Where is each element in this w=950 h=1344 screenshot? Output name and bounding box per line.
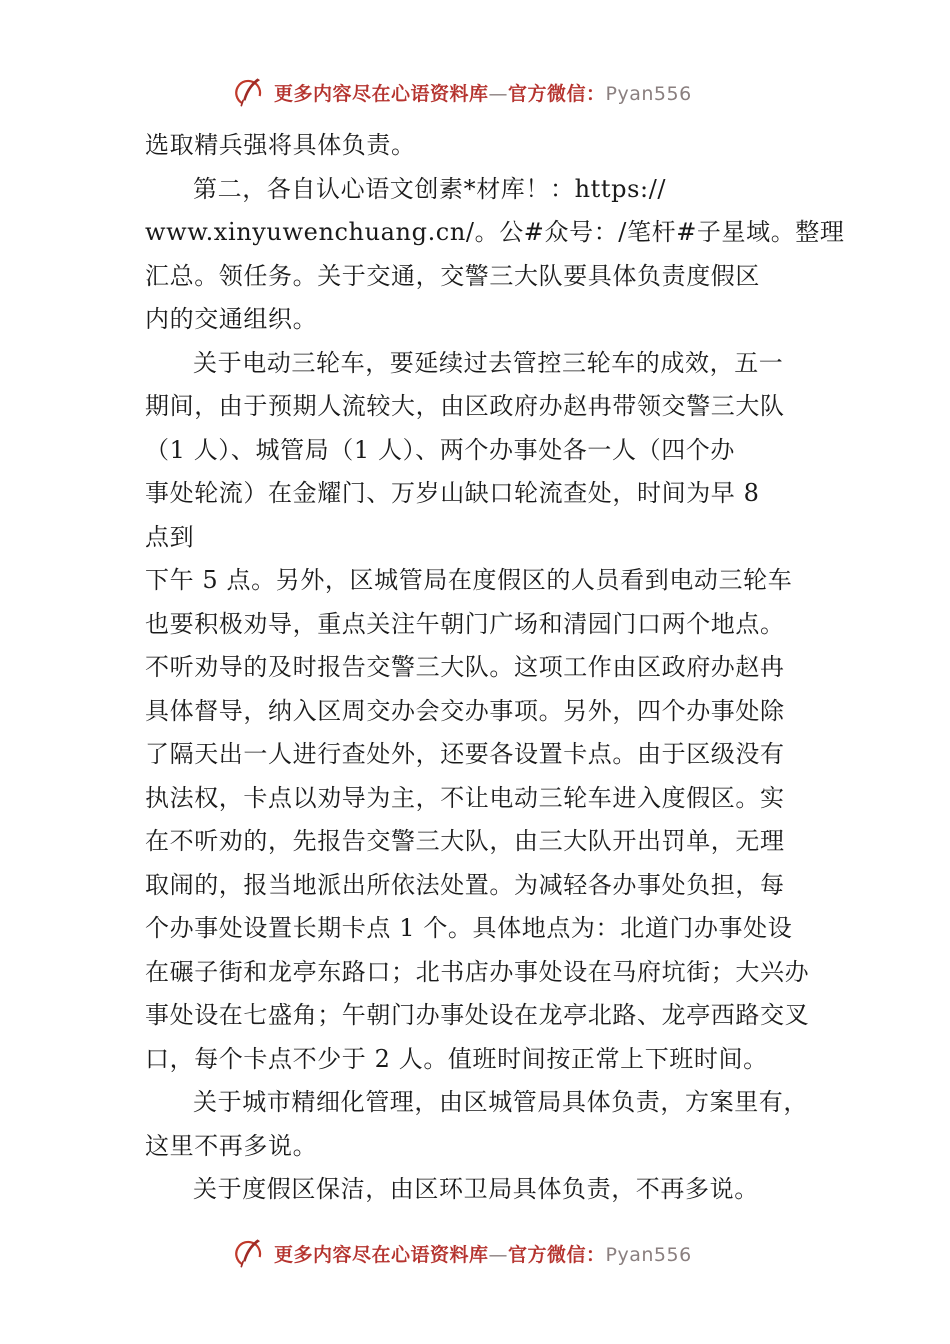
brand-text: 更多内容尽在心语资料库 bbox=[274, 82, 489, 105]
text-line: 选取精兵强将具体负责。 bbox=[145, 131, 416, 159]
text-line: 执法权，卡点以劝导为主，不让电动三轮车进入度假区。实 bbox=[145, 783, 785, 812]
text-line: 不听劝导的及时报告交警三大队。这项工作由区政府办赵冉 bbox=[145, 653, 785, 681]
text-line: 关于度假区保洁，由区环卫局具体负责，不再多说。 bbox=[193, 1175, 759, 1203]
wechat-id: Pyan556 bbox=[605, 82, 692, 105]
text-line: 第二，各自认心语文创素*材库！：https:// bbox=[193, 174, 667, 203]
text-line: 下午 5 点。另外，区城管局在度假区的人员看到电动三轮车 bbox=[145, 566, 793, 594]
wechat-label: 官方微信： bbox=[508, 82, 606, 105]
text-line: （1 人）、城管局（1 人）、两个办事处各一人（四个办 bbox=[145, 435, 735, 464]
text-line: 事处设在七盛角；午朝门办事处设在龙亭北路、龙亭西路交叉 bbox=[145, 1001, 810, 1029]
text-line: 事处轮流）在金耀门、万岁山缺口轮流查处，时间为早 8 bbox=[145, 479, 760, 507]
text-line: 了隔天出一人进行查处外，还要各设置卡点。由于区级没有 bbox=[145, 740, 785, 768]
footer-watermark-banner bbox=[232, 1233, 692, 1273]
text-line: 在碾子街和龙亭东路口；北书店办事处设在马府坑街；大兴办 bbox=[145, 957, 810, 986]
watermark-text bbox=[274, 1240, 692, 1267]
brand-text: 更多内容尽在心语资料库 bbox=[274, 1243, 489, 1266]
wechat-id: Pyan556 bbox=[605, 1243, 692, 1266]
text-line: 取闹的，报当地派出所依法处置。为减轻各办事处负担，每 bbox=[145, 870, 785, 899]
text-line: 这里不再多说。 bbox=[145, 1131, 318, 1160]
text-line: 期间，由于预期人流较大，由区政府办赵冉带领交警三大队 bbox=[145, 392, 785, 420]
document-body bbox=[145, 124, 845, 1212]
text-line: 个办事处设置长期卡点 1 个。具体地点为：北道门办事处设 bbox=[145, 914, 793, 942]
text-line: 在不听劝的，先报告交警三大队，由三大队开出罚单，无理 bbox=[145, 827, 785, 855]
text-line: 汇总。领任务。关于交通，交警三大队要具体负责度假区 bbox=[145, 261, 760, 290]
brand-dash: — bbox=[488, 82, 509, 105]
text-line: 内的交通组织。 bbox=[145, 305, 318, 333]
brand-dash: — bbox=[488, 1243, 509, 1266]
text-line: 点到 bbox=[145, 522, 195, 551]
text-line: www.xinyuwenchuang.cn/。公#众号：/笔杆#子星域。整理 bbox=[145, 218, 845, 246]
text-line: 口，每个卡点不少于 2 人。值班时间按正常上下班时间。 bbox=[145, 1044, 768, 1073]
watermark-text bbox=[274, 79, 692, 106]
header-watermark-banner bbox=[232, 72, 692, 112]
text-line: 关于城市精细化管理，由区城管局具体负责，方案里有， bbox=[193, 1088, 808, 1116]
text-line: 也要积极劝导，重点关注午朝门广场和清园门口两个地点。 bbox=[145, 609, 785, 638]
wechat-label: 官方微信： bbox=[508, 1243, 606, 1266]
text-line: 关于电动三轮车，要延续过去管控三轮车的成效，五一 bbox=[193, 348, 784, 377]
quill-pen-logo-icon bbox=[232, 1236, 266, 1270]
text-line: 具体督导，纳入区周交办会交办事项。另外，四个办事处除 bbox=[145, 696, 785, 725]
quill-pen-logo-icon bbox=[232, 75, 266, 109]
